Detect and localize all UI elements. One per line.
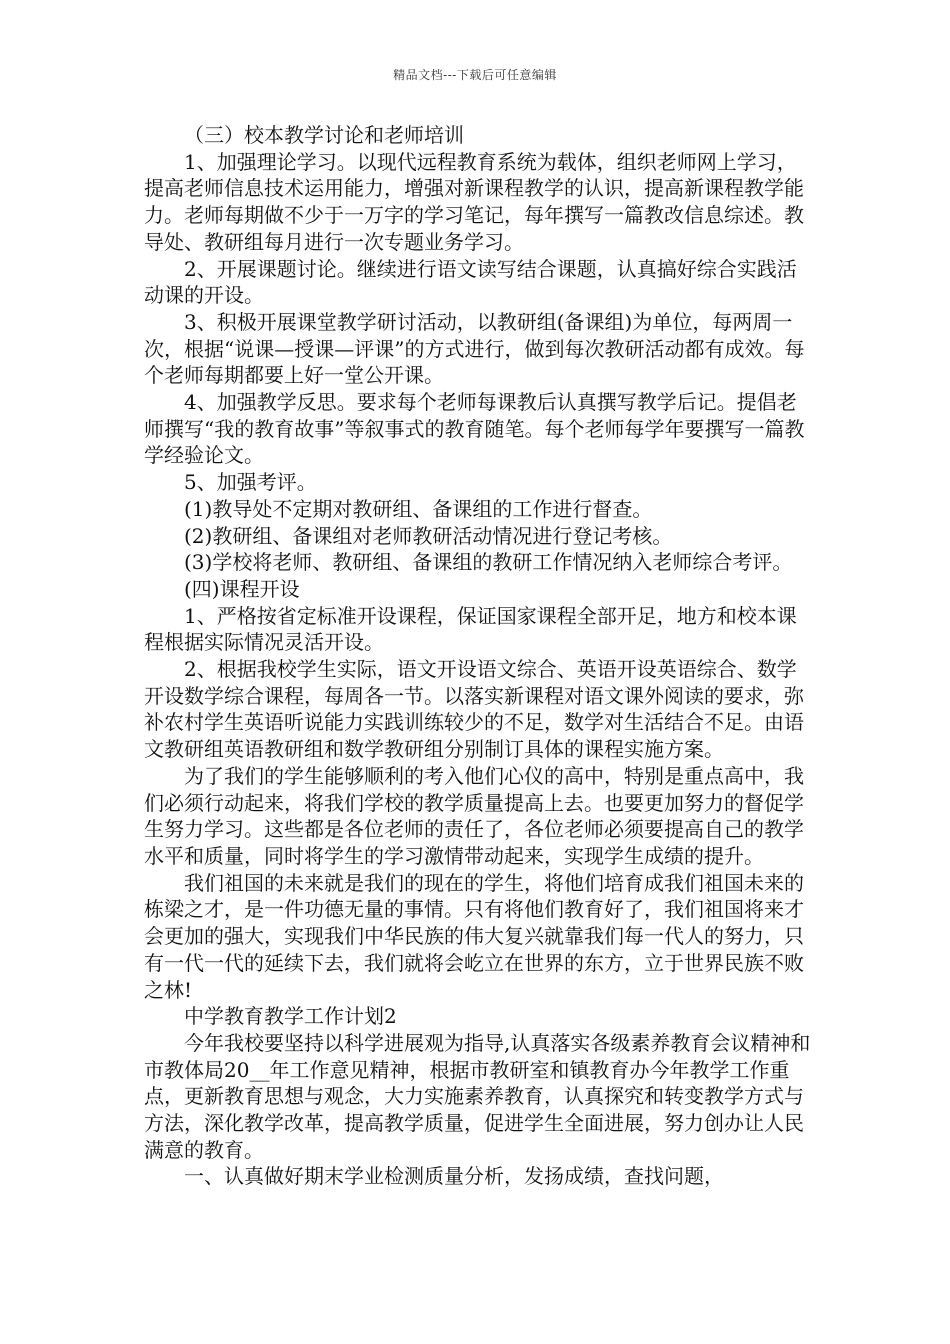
paragraph-curriculum-plan: 2、根据我校学生实际，语文开设语文综合、英语开设英语综合、数学开设数学综合课程，每周各一节。以落实新课程对语文课外阅读的要求，弥补农村学生英语听说能力实践训练较少的不足，数学对生活结合不足。由语文教研组英语教研组和数学教研组分别制订具体的课程实施方案。 <box>144 657 804 762</box>
paragraph-topic-discussion: 2、开展课题讨论。继续进行语文读写结合课题，认真搞好综合实践活动课的开设。 <box>144 256 797 308</box>
paragraph-assessment-item-2: (2)教研组、备课组对老师教研活动情况进行登记考核。 <box>184 523 673 548</box>
paragraph-theory-study: 1、加强理论学习。以现代远程教育系统为载体，组织老师网上学习，提高老师信息技术运用能力，增强对新课程教学的认识，提高新课程教学能力。老师每期做不少于一万字的学习笔记，每年撰写一篇教改信息综述。教导处、教研组每月进行一次专题业务学习。 <box>144 149 804 254</box>
paragraph-assessment-item-3: (3)学校将老师、教研组、备课组的教研工作情况纳入老师综合考评。 <box>184 550 793 575</box>
paragraph-teaching-reflection: 4、加强教学反思。要求每个老师每课教后认真撰写教学后记。提倡老师撰写“我的教育故事”等叙事式的教育随笔。每个老师每学年要撰写一篇教学经验论文。 <box>144 390 805 468</box>
section-heading-school-research: （三）校本教学讨论和老师培训 <box>184 123 464 147</box>
paragraph-assessment: 5、加强考评。 <box>184 470 317 495</box>
paragraph-students-goal: 为了我们的学生能够顺利的考入他们心仪的高中，特别是重点高中，我们必须行动起来，将我们学校的教学质量提高上去。也要更加努力的督促学生努力学习。这些都是各位老师的责任了，各位老师必须要提高自己的教学水平和质量，同时将学生的学习激情带动起来，实现学生成绩的提升。 <box>144 763 804 868</box>
section-heading-curriculum: (四)课程开设 <box>184 576 300 601</box>
paragraph-assessment-item-1: (1)教导处不定期对教研组、备课组的工作进行督查。 <box>184 496 653 521</box>
document-subtitle: 中学教育教学工作计划2 <box>184 1004 397 1029</box>
page-header: 精品文档---下载后可任意编辑 <box>393 68 557 82</box>
paragraph-exam-analysis: 一、认真做好期末学业检测质量分析，发扬成绩，查找问题， <box>184 1164 724 1189</box>
paragraph-nation-future: 我们祖国的未来就是我们的现在的学生，将他们培育成我们祖国未来的栋梁之才，是一件功德无量的事情。只有将他们教育好了，我们祖国将来才会更加的强大，实现我们中华民族的伟大复兴就靠我们每一代人的努力，只有一代一代的延续下去，我们就将会屹立在世界的东方，立于世界民族不败之林! <box>144 870 804 1002</box>
paragraph-classroom-research: 3、积极开展课堂教学研讨活动，以教研组(备课组)为单位，每两周一次，根据“说课—授课—评课”的方式进行，做到每次教研活动都有成效。每个老师每期都要上好一堂公开课。 <box>144 309 805 388</box>
paragraph-curriculum-standard: 1、严格按省定标准开设课程，保证国家课程全部开足，地方和校本课程根据实际情况灵活开设。 <box>144 603 797 655</box>
paragraph-year-guidance: 今年我校要坚持以科学进展观为指导,认真落实各级素养教育会议精神和市教体局20__年工作意见精神，根据市教研室和镇教育办今年教学工作重点，更新教育思想与观念，大力实施素养教育，认真探究和转变教学方式与方法，深化教学改革，提高教学质量，促进学生全面进展，努力创办让人民满意的教育。 <box>144 1030 811 1162</box>
document-body <box>144 122 812 1190</box>
